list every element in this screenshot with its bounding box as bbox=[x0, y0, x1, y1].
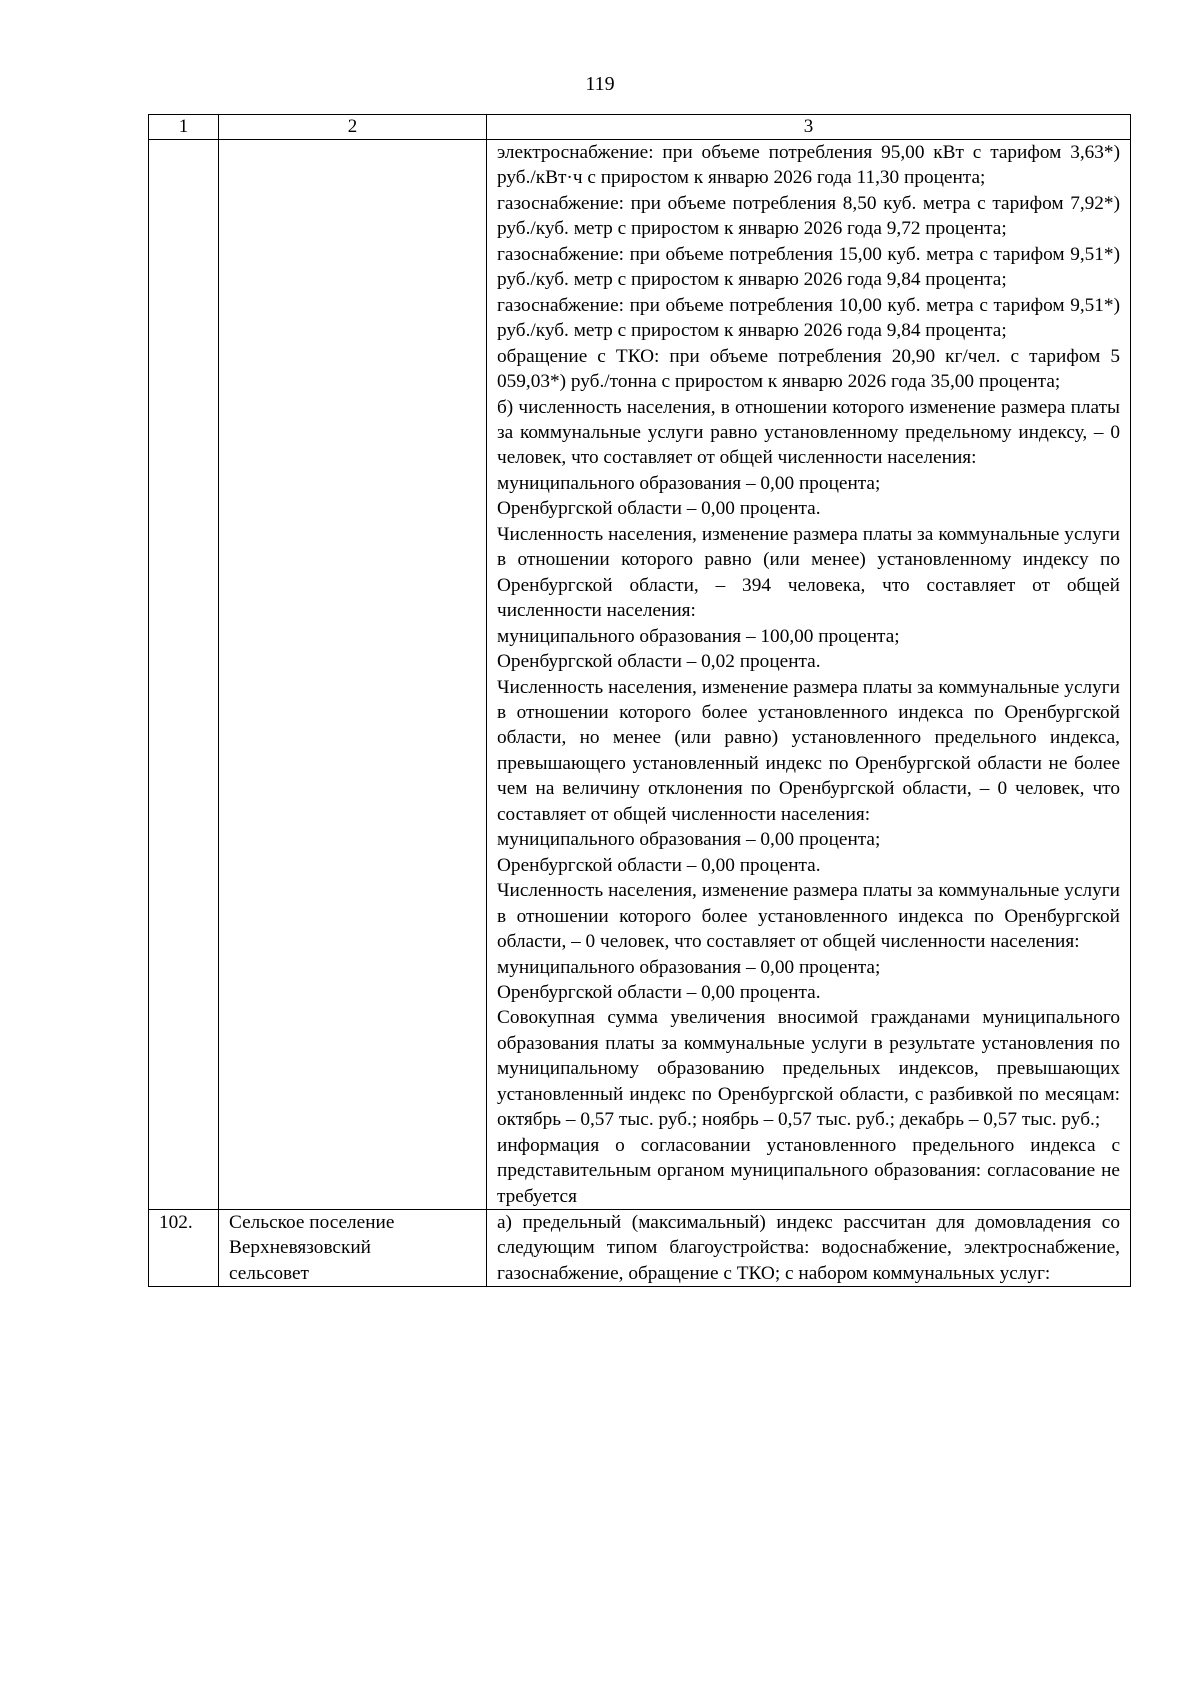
header-col-1: 1 bbox=[149, 115, 219, 140]
paragraph: информация о согласовании установленного предельного индекса с представительным органом муниципального образования: согласование не требуется bbox=[497, 1134, 1120, 1207]
paragraph: газоснабжение: при объеме потребления 10,00 куб. метра с тарифом 9,51*) руб./куб. метр с приростом к январю 2026 года 9,84 процента; bbox=[497, 294, 1120, 342]
paragraph: Численность населения, изменение размера платы за коммунальные услуги в отношении которого более установленного индекса по Оренбургской области, но менее (или равно) установленного предельного индекса, превышающего установленный индекс по Оренбургской области не более чем на величину отклонения по Оренбургской области, – 0 человек, что составляет от общей численности населения: bbox=[497, 676, 1120, 825]
paragraph: Численность населения, изменение размера платы за коммунальные услуги в отношении которого равно (или менее) установленному индексу по Оренбургской области, – 394 человека, что составляет от общей численности населения: bbox=[497, 523, 1120, 622]
paragraph: б) численность населения, в отношении которого изменение размера платы за коммунальные услуги равно установленному предельному индексу, – 0 человек, что составляет от общей численности населения: bbox=[497, 396, 1120, 469]
row-continued-name-cell bbox=[219, 140, 487, 1210]
row-102-text-cell bbox=[487, 1210, 1131, 1287]
paragraph: газоснабжение: при объеме потребления 15,00 куб. метра с тарифом 9,51*) руб./куб. метр с приростом к январю 2026 года 9,84 процента; bbox=[497, 243, 1120, 291]
paragraph: а) предельный (максимальный) индекс рассчитан для домовладения со следующим типом благоустройства: водоснабжение, электроснабжение, газоснабжение, обращение с ТКО; с набором коммунальных услуг: bbox=[497, 1212, 1120, 1284]
row-continued-number-cell bbox=[149, 140, 219, 1210]
paragraph: обращение с ТКО: при объеме потребления 20,90 кг/чел. с тарифом 5 059,03*) руб./тонна с приростом к январю 2026 года 35,00 процента; bbox=[497, 345, 1120, 393]
header-col-3: 3 bbox=[487, 115, 1131, 140]
paragraph: муниципального образования – 0,00 процента; bbox=[497, 956, 881, 978]
municipality-name-line: Сельское поселение bbox=[229, 1212, 395, 1234]
paragraph: Оренбургской области – 0,00 процента. bbox=[497, 981, 821, 1003]
document-table bbox=[148, 114, 1131, 1287]
paragraph: Совокупная сумма увеличения вносимой гражданами муниципального образования платы за коммунальные услуги в результате установления по муниципальному образованию предельных индексов, превышающих установленный индекс по Оренбургской области, с разбивкой по месяцам: октябрь – 0,57 тыс. руб.; ноябрь – 0,57 тыс. руб.; декабрь – 0,57 тыс. руб.; bbox=[497, 1007, 1120, 1131]
row-102-number-cell bbox=[149, 1210, 219, 1287]
paragraph: газоснабжение: при объеме потребления 8,50 куб. метра с тарифом 7,92*) руб./куб. метр с приростом к январю 2026 года 9,72 процента; bbox=[497, 192, 1120, 240]
page-number: 119 bbox=[585, 73, 615, 95]
paragraph: Численность населения, изменение размера платы за коммунальные услуги в отношении которого более установленного индекса по Оренбургской области, – 0 человек, что составляет от общей численности населения: bbox=[497, 880, 1120, 953]
table-row-continued bbox=[149, 140, 1131, 1210]
table-header-row bbox=[149, 115, 1131, 140]
paragraph: муниципального образования – 0,00 процента; bbox=[497, 472, 881, 494]
header-col-2: 2 bbox=[219, 115, 487, 140]
table-row-102 bbox=[149, 1210, 1131, 1287]
municipality-name-line: Верхневязовский bbox=[229, 1237, 371, 1259]
paragraph: Оренбургской области – 0,00 процента. bbox=[497, 498, 821, 520]
paragraph: муниципального образования – 0,00 процента; bbox=[497, 829, 881, 851]
paragraph: Оренбургской области – 0,02 процента. bbox=[497, 651, 821, 673]
paragraph: Оренбургской области – 0,00 процента. bbox=[497, 854, 821, 876]
paragraph: муниципального образования – 100,00 процента; bbox=[497, 625, 900, 647]
municipality-name-line: сельсовет bbox=[229, 1262, 309, 1284]
row-102-name-cell bbox=[219, 1210, 487, 1287]
paragraph: электроснабжение: при объеме потребления 95,00 кВт с тарифом 3,63*) руб./кВт·ч с приростом к январю 2026 года 11,30 процента; bbox=[497, 142, 1120, 189]
row-number: 102. bbox=[159, 1212, 193, 1234]
row-continued-text-cell bbox=[487, 140, 1131, 1210]
